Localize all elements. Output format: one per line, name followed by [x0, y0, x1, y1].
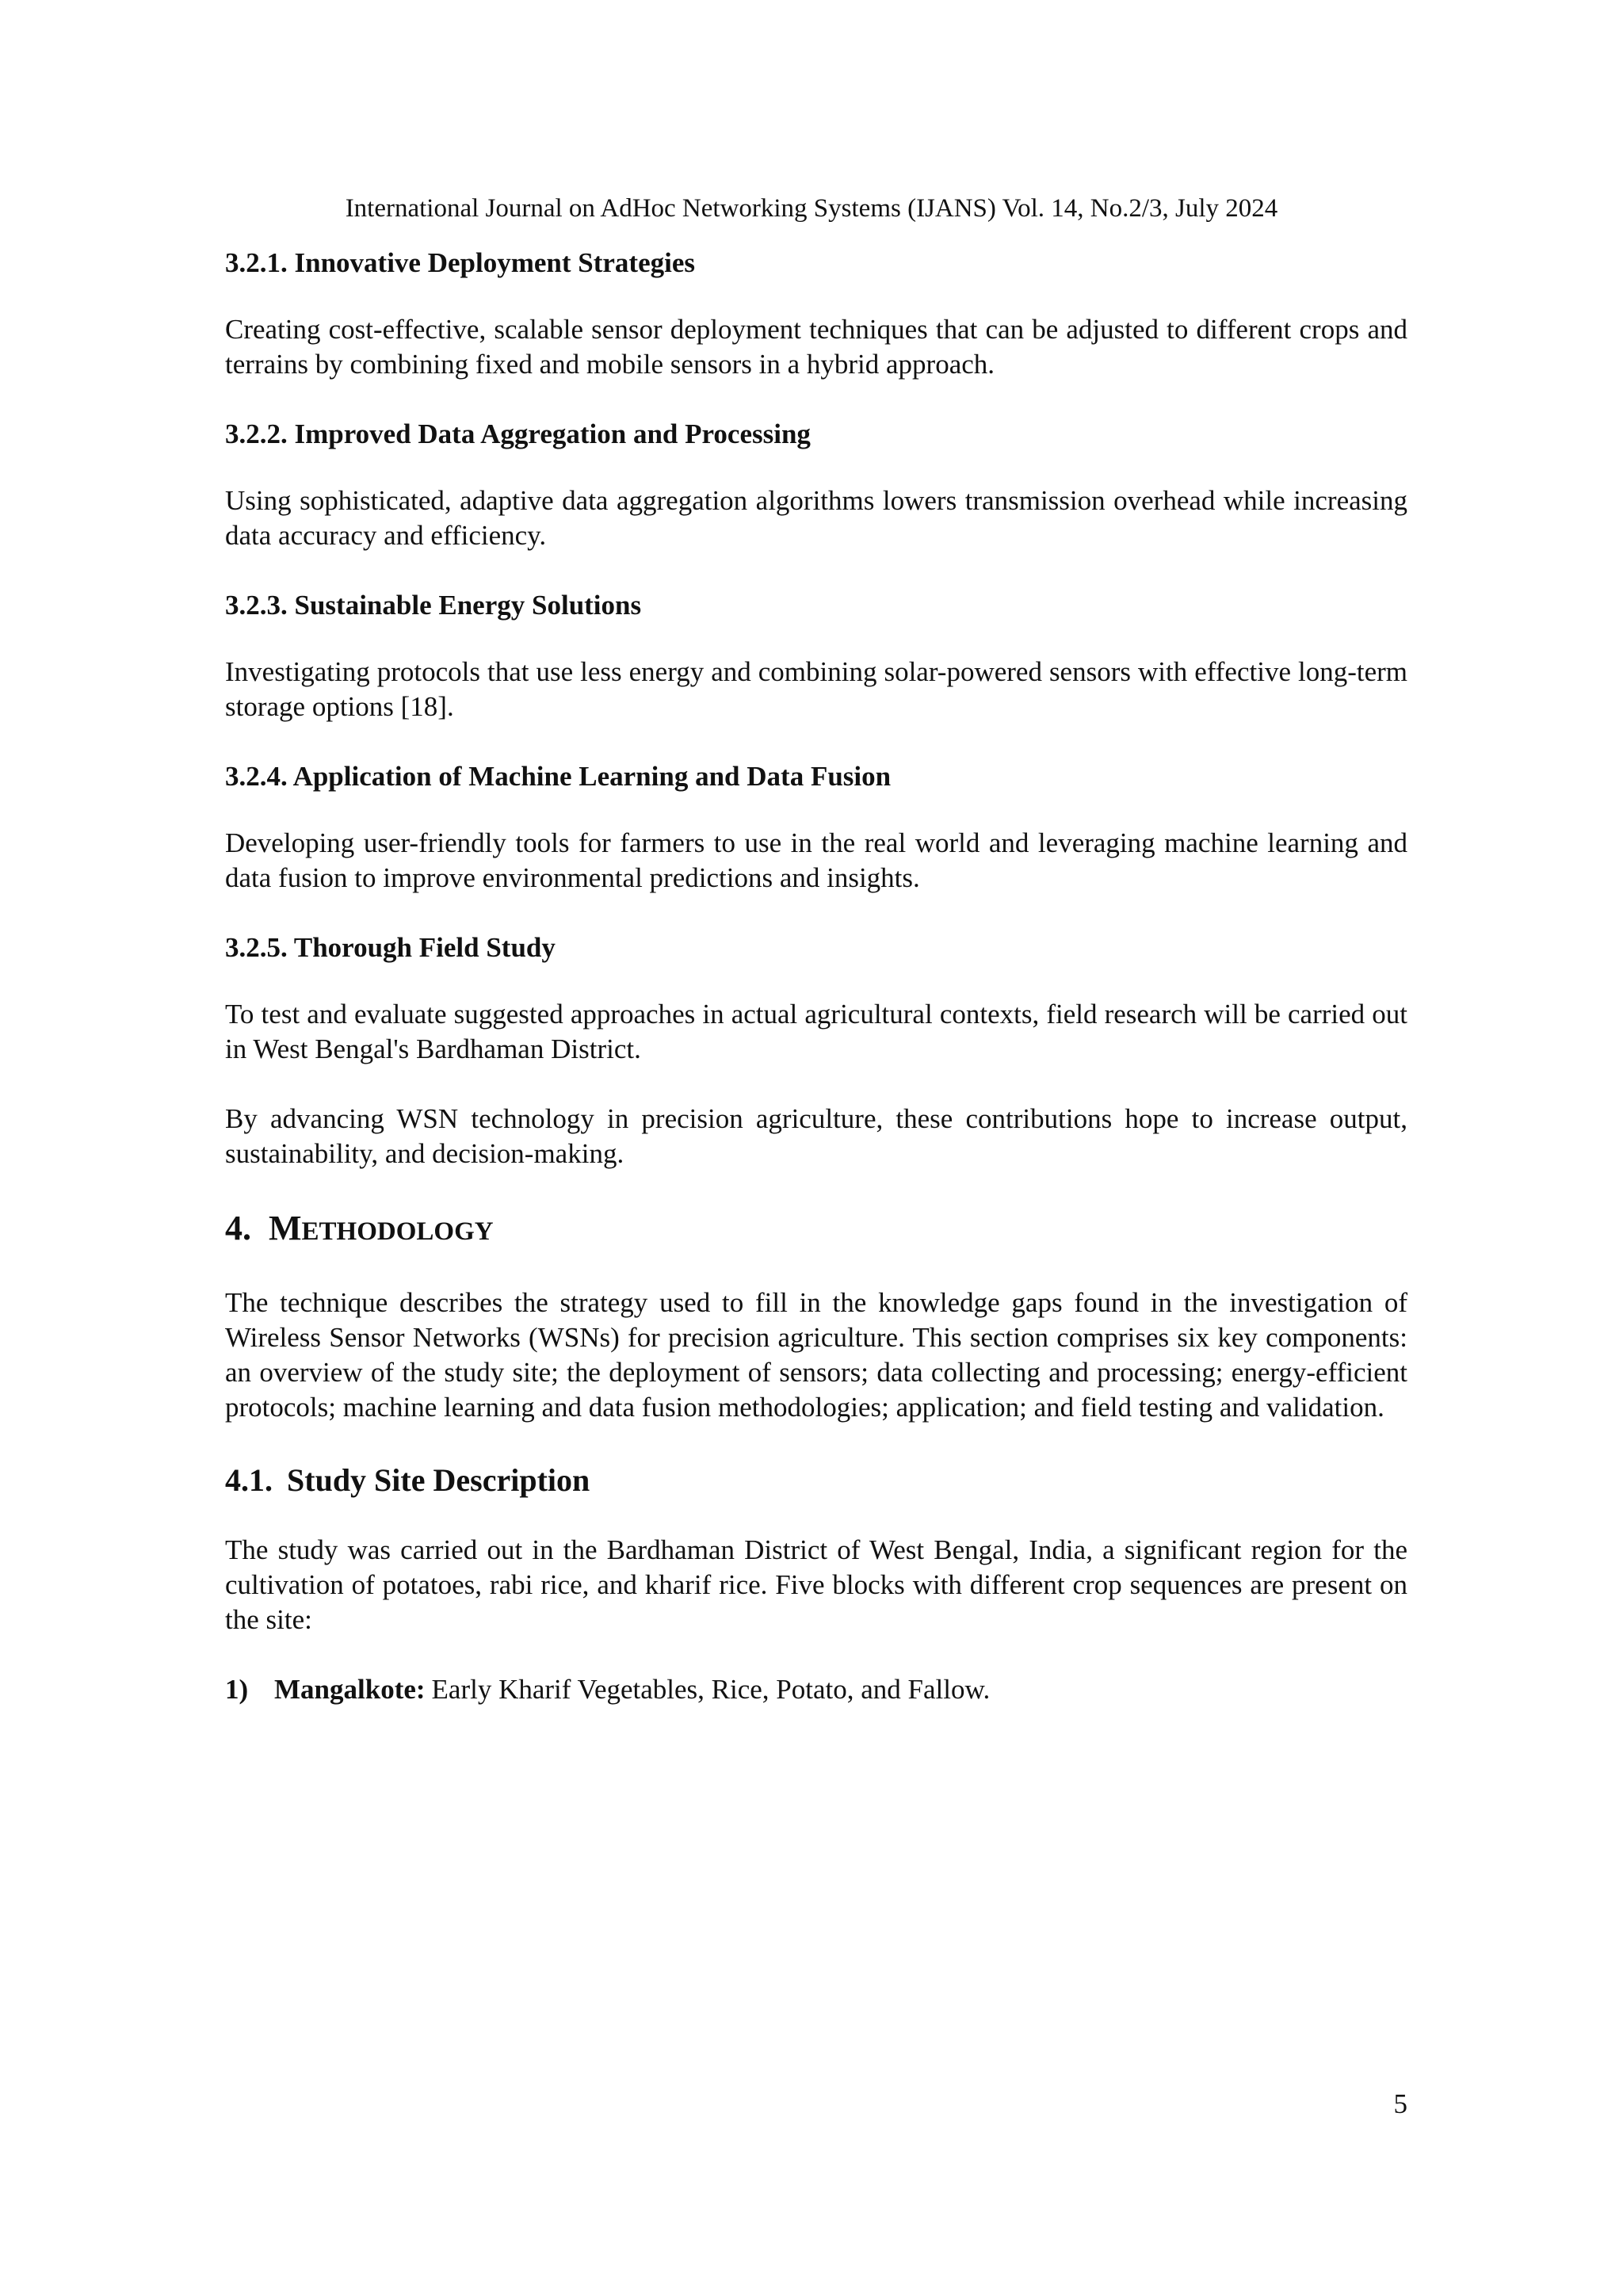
paragraph-3-2-4: Developing user-friendly tools for farmers to use in the real world and leveraging machine learning and data fusion to improve environmental predictions and insights. — [225, 827, 1407, 893]
paragraph-3-2-1: Creating cost-effective, scalable sensor deployment techniques that can be adjusted to different crops and terrains by combining fixed and mobile sensors in a hybrid approach. — [225, 314, 1407, 380]
paragraph-methodology: The technique describes the strategy used to fill in the knowledge gaps found in the investigation of Wireless Sensor Networks (WSNs) for precision agriculture. This section comprises six key components: an overview of the study site; the deployment of sensors; data collecting and processing; energy-efficient protocols; machine learning and data fusion methodologies; application; and field testing and validation. — [225, 1287, 1407, 1423]
list-description: Early Kharif Vegetables, Rice, Potato, and Fallow. — [431, 1674, 991, 1705]
list-term: Mangalkote: — [274, 1674, 426, 1705]
heading-3-2-4: 3.2.4. Application of Machine Learning and Data Fusion — [225, 761, 892, 792]
heading-3-2-1: 3.2.1. Innovative Deployment Strategies — [225, 247, 696, 278]
paragraph-3-2-2: Using sophisticated, adaptive data aggregation algorithms lowers transmission overhead while increasing data accuracy and efficiency. — [225, 485, 1407, 551]
page-number: 5 — [1393, 2088, 1407, 2119]
heading-3-2-3: 3.2.3. Sustainable Energy Solutions — [225, 590, 642, 621]
paragraph-contributions-summary: By advancing WSN technology in precision agriculture, these contributions hope to increase output, sustainability, and decision-making. — [225, 1103, 1407, 1169]
heading-3-2-2: 3.2.2. Improved Data Aggregation and Processing — [225, 418, 811, 449]
heading-3-2-5: 3.2.5. Thorough Field Study — [225, 932, 556, 963]
section-heading-study-site — [225, 1460, 1407, 1501]
section-title-initial: M — [269, 1209, 302, 1247]
subsection-title: Study Site Description — [287, 1462, 590, 1498]
subsection-number: 4.1. — [225, 1462, 273, 1498]
list-item — [225, 1672, 1407, 1707]
page-body — [225, 246, 1407, 1707]
section-number: 4. — [225, 1209, 251, 1247]
paragraph-3-2-5: To test and evaluate suggested approaches in actual agricultural contexts, field research will be carried out in West Bengal's Bardhaman District. — [225, 999, 1407, 1064]
paragraph-3-2-3: Investigating protocols that use less energy and combining solar-powered sensors with effective long-term storage options [18]. — [225, 656, 1407, 722]
section-title-smallcaps: ETHODOLOGY — [301, 1217, 494, 1246]
paragraph-study-site: The study was carried out in the Bardhaman District of West Bengal, India, a significant region for the cultivation of potatoes, rabi rice, and kharif rice. Five blocks with different crop sequences are present on the site: — [225, 1534, 1407, 1635]
running-header: International Journal on AdHoc Networking Systems (IJANS) Vol. 14, No.2/3, July 2024 — [345, 194, 1278, 223]
section-heading-methodology — [225, 1206, 1407, 1254]
list-marker: 1) — [225, 1674, 249, 1705]
